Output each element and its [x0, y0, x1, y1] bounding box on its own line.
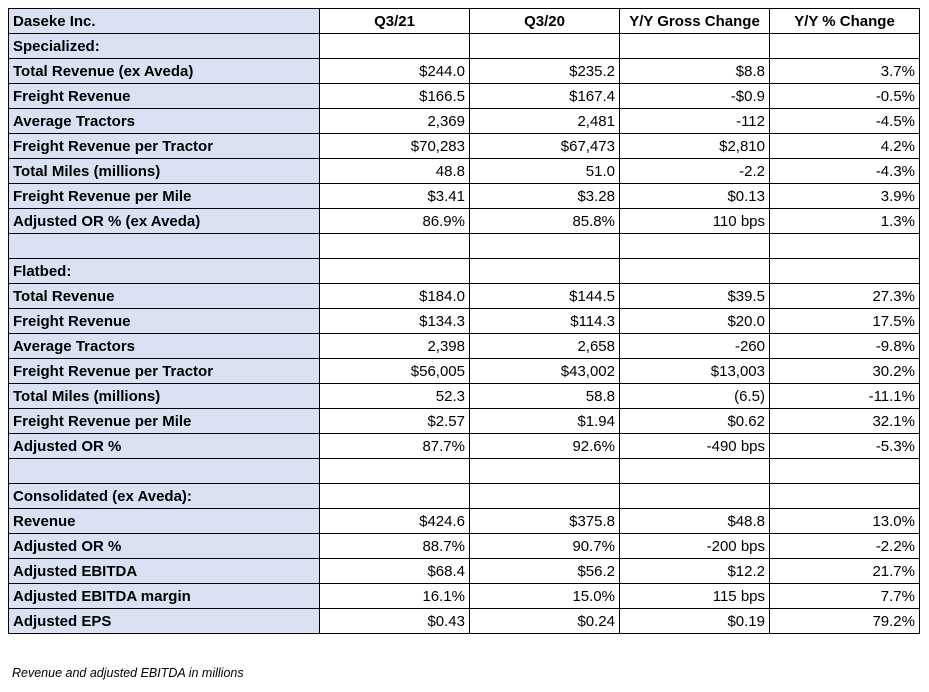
header-q3-21: Q3/21	[320, 9, 470, 34]
row-label: Total Revenue (ex Aveda)	[9, 59, 320, 84]
value-cell: $20.0	[620, 309, 770, 334]
row-label: Adjusted EBITDA	[9, 559, 320, 584]
value-cell: -4.3%	[770, 159, 920, 184]
value-cell: 2,658	[470, 334, 620, 359]
empty-cell	[620, 259, 770, 284]
table-row	[9, 184, 920, 209]
value-cell: -5.3%	[770, 434, 920, 459]
value-cell: $114.3	[470, 309, 620, 334]
table-row	[9, 334, 920, 359]
value-cell: -0.5%	[770, 84, 920, 109]
row-label: Average Tractors	[9, 109, 320, 134]
value-cell: 58.8	[470, 384, 620, 409]
value-cell: 17.5%	[770, 309, 920, 334]
row-label: Freight Revenue per Mile	[9, 184, 320, 209]
value-cell: $70,283	[320, 134, 470, 159]
footnote: Revenue and adjusted EBITDA in millions	[12, 666, 244, 680]
spacer-row	[9, 234, 920, 259]
value-cell: 30.2%	[770, 359, 920, 384]
value-cell: -112	[620, 109, 770, 134]
value-cell: $166.5	[320, 84, 470, 109]
table-row	[9, 559, 920, 584]
value-cell: 51.0	[470, 159, 620, 184]
row-label: Total Miles (millions)	[9, 384, 320, 409]
row-label: Freight Revenue per Mile	[9, 409, 320, 434]
value-cell: $0.62	[620, 409, 770, 434]
row-label: Freight Revenue per Tractor	[9, 134, 320, 159]
value-cell: 27.3%	[770, 284, 920, 309]
value-cell: 79.2%	[770, 609, 920, 634]
row-label: Freight Revenue per Tractor	[9, 359, 320, 384]
section-label: Consolidated (ex Aveda):	[9, 484, 320, 509]
table-row	[9, 134, 920, 159]
table-row	[9, 84, 920, 109]
financial-summary-table	[8, 8, 920, 634]
value-cell: 15.0%	[470, 584, 620, 609]
empty-cell	[320, 234, 470, 259]
empty-cell	[620, 459, 770, 484]
empty-cell	[770, 34, 920, 59]
value-cell: 48.8	[320, 159, 470, 184]
empty-cell	[470, 234, 620, 259]
row-label: Total Miles (millions)	[9, 159, 320, 184]
value-cell: $2.57	[320, 409, 470, 434]
value-cell: 3.7%	[770, 59, 920, 84]
value-cell: $0.13	[620, 184, 770, 209]
value-cell: $13,003	[620, 359, 770, 384]
header-row	[9, 9, 920, 34]
table-row	[9, 159, 920, 184]
value-cell: $48.8	[620, 509, 770, 534]
value-cell: -2.2%	[770, 534, 920, 559]
value-cell: $144.5	[470, 284, 620, 309]
empty-cell	[320, 484, 470, 509]
empty-cell	[320, 34, 470, 59]
value-cell: -9.8%	[770, 334, 920, 359]
value-cell: 2,398	[320, 334, 470, 359]
spacer-row	[9, 459, 920, 484]
table-body	[9, 9, 920, 634]
table-row	[9, 434, 920, 459]
section-row	[9, 259, 920, 284]
table-row	[9, 359, 920, 384]
value-cell: 3.9%	[770, 184, 920, 209]
value-cell: $68.4	[320, 559, 470, 584]
row-label: Adjusted OR % (ex Aveda)	[9, 209, 320, 234]
empty-cell	[770, 484, 920, 509]
section-row	[9, 34, 920, 59]
table-row	[9, 284, 920, 309]
value-cell: $12.2	[620, 559, 770, 584]
empty-cell	[470, 484, 620, 509]
table-row	[9, 609, 920, 634]
header-q3-20: Q3/20	[470, 9, 620, 34]
value-cell: $184.0	[320, 284, 470, 309]
value-cell: $0.43	[320, 609, 470, 634]
table-row	[9, 59, 920, 84]
table-row	[9, 209, 920, 234]
value-cell: $167.4	[470, 84, 620, 109]
value-cell: 52.3	[320, 384, 470, 409]
value-cell: $424.6	[320, 509, 470, 534]
empty-cell	[9, 234, 320, 259]
empty-cell	[620, 484, 770, 509]
value-cell: 2,481	[470, 109, 620, 134]
value-cell: $3.28	[470, 184, 620, 209]
value-cell: 92.6%	[470, 434, 620, 459]
value-cell: 32.1%	[770, 409, 920, 434]
empty-cell	[470, 459, 620, 484]
value-cell: 87.7%	[320, 434, 470, 459]
row-label: Adjusted EPS	[9, 609, 320, 634]
value-cell: -490 bps	[620, 434, 770, 459]
value-cell: -4.5%	[770, 109, 920, 134]
row-label: Adjusted OR %	[9, 534, 320, 559]
value-cell: $244.0	[320, 59, 470, 84]
value-cell: 2,369	[320, 109, 470, 134]
header-company: Daseke Inc.	[9, 9, 320, 34]
row-label: Revenue	[9, 509, 320, 534]
table-row	[9, 509, 920, 534]
value-cell: -200 bps	[620, 534, 770, 559]
section-label: Flatbed:	[9, 259, 320, 284]
table-row	[9, 309, 920, 334]
empty-cell	[9, 459, 320, 484]
value-cell: 90.7%	[470, 534, 620, 559]
empty-cell	[320, 259, 470, 284]
value-cell: $8.8	[620, 59, 770, 84]
row-label: Average Tractors	[9, 334, 320, 359]
empty-cell	[620, 34, 770, 59]
value-cell: $375.8	[470, 509, 620, 534]
empty-cell	[620, 234, 770, 259]
empty-cell	[770, 259, 920, 284]
value-cell: -2.2	[620, 159, 770, 184]
empty-cell	[770, 459, 920, 484]
value-cell: $0.24	[470, 609, 620, 634]
value-cell: 86.9%	[320, 209, 470, 234]
row-label: Adjusted OR %	[9, 434, 320, 459]
value-cell: 85.8%	[470, 209, 620, 234]
empty-cell	[470, 259, 620, 284]
value-cell: $134.3	[320, 309, 470, 334]
empty-cell	[320, 459, 470, 484]
section-row	[9, 484, 920, 509]
table-row	[9, 584, 920, 609]
value-cell: $0.19	[620, 609, 770, 634]
empty-cell	[470, 34, 620, 59]
row-label: Adjusted EBITDA margin	[9, 584, 320, 609]
empty-cell	[770, 234, 920, 259]
value-cell: 7.7%	[770, 584, 920, 609]
value-cell: -$0.9	[620, 84, 770, 109]
value-cell: $56.2	[470, 559, 620, 584]
value-cell: -11.1%	[770, 384, 920, 409]
value-cell: $39.5	[620, 284, 770, 309]
row-label: Freight Revenue	[9, 84, 320, 109]
value-cell: 115 bps	[620, 584, 770, 609]
value-cell: (6.5)	[620, 384, 770, 409]
value-cell: $56,005	[320, 359, 470, 384]
value-cell: 1.3%	[770, 209, 920, 234]
value-cell: 88.7%	[320, 534, 470, 559]
value-cell: 13.0%	[770, 509, 920, 534]
section-label: Specialized:	[9, 34, 320, 59]
row-label: Freight Revenue	[9, 309, 320, 334]
value-cell: $235.2	[470, 59, 620, 84]
value-cell: 21.7%	[770, 559, 920, 584]
table-row	[9, 534, 920, 559]
table-row	[9, 109, 920, 134]
value-cell: $67,473	[470, 134, 620, 159]
value-cell: 16.1%	[320, 584, 470, 609]
table-row	[9, 384, 920, 409]
header-yy-pct-change: Y/Y % Change	[770, 9, 920, 34]
value-cell: $2,810	[620, 134, 770, 159]
header-yy-gross-change: Y/Y Gross Change	[620, 9, 770, 34]
value-cell: -260	[620, 334, 770, 359]
value-cell: $43,002	[470, 359, 620, 384]
value-cell: 110 bps	[620, 209, 770, 234]
table-row	[9, 409, 920, 434]
value-cell: $1.94	[470, 409, 620, 434]
value-cell: 4.2%	[770, 134, 920, 159]
row-label: Total Revenue	[9, 284, 320, 309]
value-cell: $3.41	[320, 184, 470, 209]
